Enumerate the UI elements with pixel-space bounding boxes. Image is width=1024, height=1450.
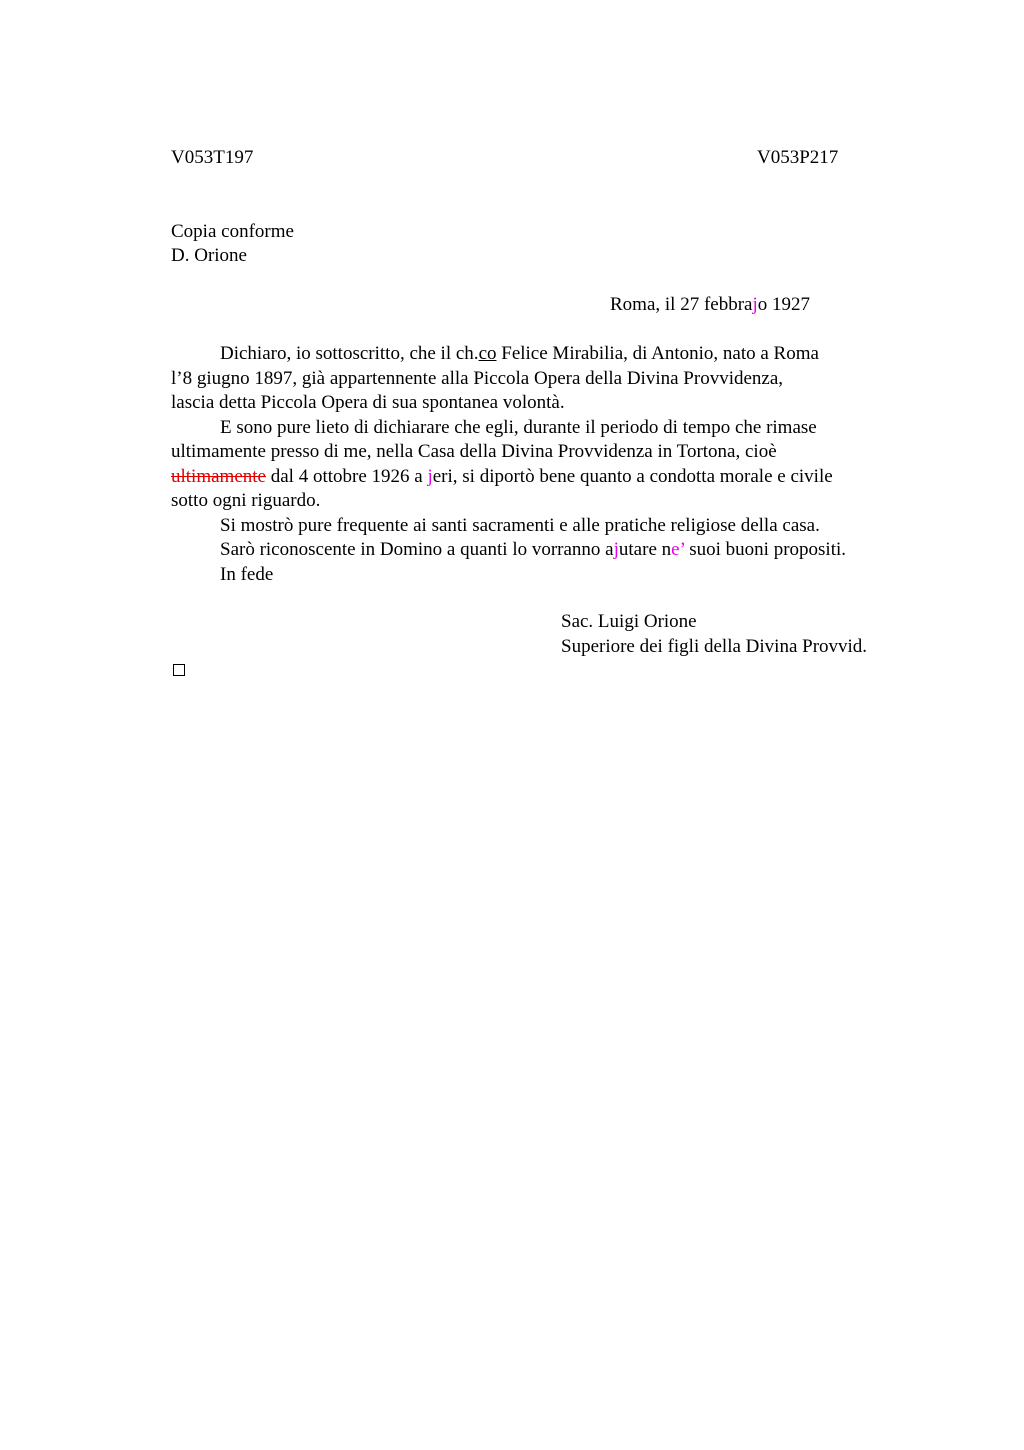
square-outline-icon [173, 664, 185, 676]
dateline-text-pre: Roma, il 27 febbra [610, 294, 753, 315]
dateline-text-post: o 1927 [757, 294, 810, 315]
paragraph-2-line-2: ultimamente presso di me, nella Casa della Divina Provvidenza in Tortona, cioè [171, 441, 777, 462]
attestation-copy-note: Copia conforme [171, 221, 294, 242]
p1-text-post: Felice Mirabilia, di Antonio, nato a Roma [496, 343, 819, 364]
dateline-emendation: j [752, 294, 758, 315]
paragraph-2-line-1: E sono pure lieto di dichiarare che egli, durante il periodo di tempo che rimase [220, 416, 817, 438]
p4-emendation-2: e’ [671, 539, 685, 560]
signature-name: Sac. Luigi Orione [561, 611, 697, 632]
p2-emendation: j [427, 465, 433, 487]
paragraph-1-line-2: l’8 giugno 1897, già appartennente alla Piccola Opera della Divina Provvidenza, [171, 367, 784, 389]
p1-abbreviation-underlined: co [478, 343, 497, 364]
p4-text-b: utare n [618, 539, 672, 560]
paragraph-2-line-4: sotto ogni riguardo. [171, 490, 321, 511]
paragraph-1-line-3: lascia detta Piccola Opera di sua spontanea volontà. [171, 392, 565, 413]
p2-text-a: dal 4 ottobre 1926 a [265, 465, 428, 487]
p1-text-pre: Dichiaro, io sottoscritto, che il ch. [220, 343, 479, 364]
p2-text-b: eri, si diportò bene quanto a condotta morale e civile [432, 465, 833, 487]
p4-emendation-1: j [613, 539, 619, 560]
paragraph-3: Si mostrò pure frequente ai santi sacramenti e alle pratiche religiose della casa. [220, 514, 820, 536]
document-code-left: V053T197 [171, 147, 254, 168]
p4-text-a: Sarò riconoscente in Domino a quanti lo vorranno a [220, 539, 614, 560]
paragraph-1-line-1 [171, 342, 911, 367]
paragraph-2-line-3 [171, 465, 911, 490]
dateline [610, 293, 810, 317]
attestation-signer: D. Orione [171, 245, 247, 266]
struck-word: ultimamente [171, 465, 266, 487]
p4-text-c: suoi buoni propositi. [684, 539, 847, 560]
paragraph-4 [171, 538, 911, 563]
letter-body [171, 342, 911, 587]
signature-block [561, 610, 867, 659]
document-code-right: V053P217 [757, 147, 839, 168]
signature-title: Superiore dei figli della Divina Provvid. [561, 635, 868, 657]
paragraph-5: In fede [220, 563, 274, 585]
